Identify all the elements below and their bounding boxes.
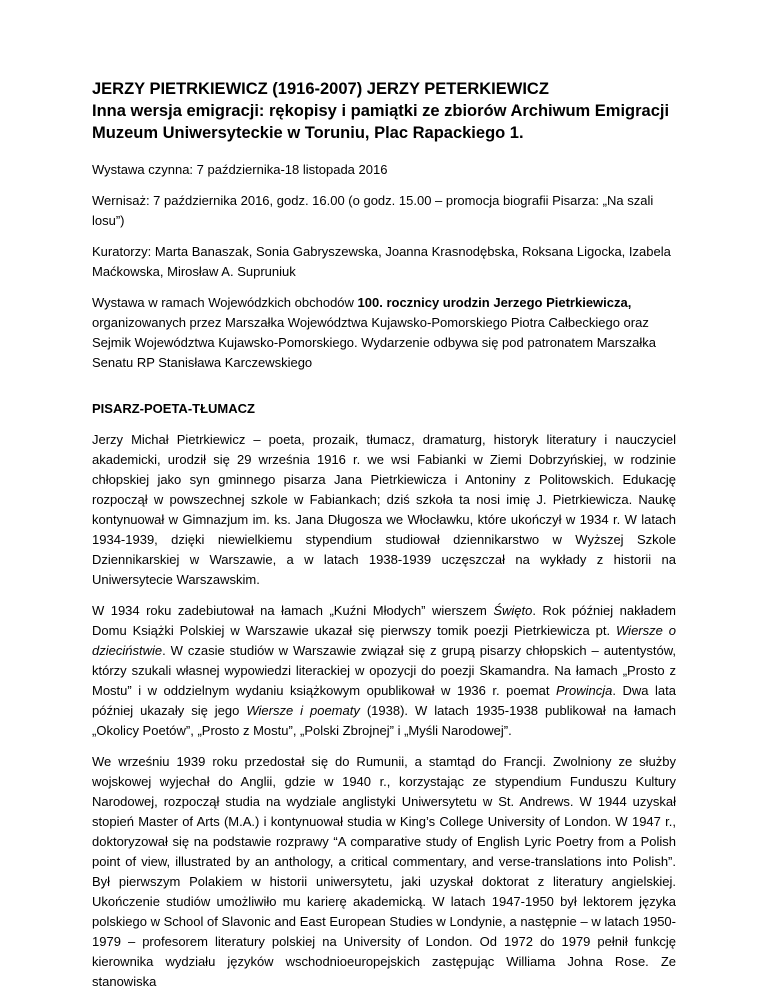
p2-text-3: . W czasie studiów w Warszawie związał się z grupą pisarzy chłopskich – autentystów, którzy szukali własnej wypowiedzi literackiej w opozycji do poezji Skamandra. Na łamach „Prosto z Mostu” i w oddzielnym wydaniu książkowym opublikował w 1936 r. poemat xyxy=(92,643,676,698)
biography-paragraph-1: Jerzy Michał Pietrkiewicz – poeta, prozaik, tłumacz, dramaturg, historyk literatury i nauczyciel akademicki, urodził się 29 września 1916 r. we wsi Fabianki w Ziemi Dobrzyńskiej, w rodzinie chłopskiej jako syn gminnego pisarza Jana Pietrkiewicza i Antoniny z Politowskich. Edukację rozpoczął w powszechnej szkole w Fabiankach; dziś szkoła ta nosi imię J. Pietrkiewicza. Naukę kontynuował w Gimnazjum im. ks. Jana Długosza we Włocławku, które ukończył w 1934 r. W latach 1934-1939, dzięki niewielkiemu stypendium studiował dziennikarstwo w Wyższej Szkole Dziennikarskiej w Warszawie, a w latach 1938-1939 uczęszczał na wykłady z historii na Uniwersytecie Warszawskim. xyxy=(92,432,676,587)
p2-title-swieto: Święto xyxy=(493,603,533,618)
p2-title-wiersze-i-poematy: Wiersze i poematy xyxy=(246,703,360,718)
p2-text-2: . Rok później nakładem Domu Książki Polskiej w Warszawie ukazał się pierwszy tomik poezji Pietrkiewicza pt. xyxy=(92,603,677,638)
p2-title-wiersze-o-dziecinstwie: Wiersze o dzieciństwie xyxy=(92,623,676,658)
biography-paragraph-3: We wrześniu 1939 roku przedostał się do Rumunii, a stamtąd do Francji. Zwolniony ze służby wojskowej wyjechał do Anglii, gdzie w 1940 r., korzystając ze stypendium Funduszu Kultury Narodowej, rozpoczął studia na wydziale anglistyki Uniwersytetu w St. Andrews. W 1944 uzyskał stopień Master of Arts (M.A.) i kontynuował studia w King’s College University of London. W 1947 r., doktoryzował się na podstawie rozprawy “A comparative study of English Lyric Poetry from a Polish point of view, illustrated by an anthology, a critical commentary, and verse-translations into Polish”. Był pierwszym Polakiem w historii uniwersytetu, jaki uzyskał doktorat z literatury angielskiej. Ukończenie studiów umożliwiło mu karierę akademicką. W latach 1947-1950 był lektorem języka polskiego w School of Slavonic and East European Studies w Londynie, a następnie – w latach 1950-1979 – profesorem literatury polskiej na University of London. Od 1972 do 1979 pełnił funkcję kierownika wydziału języków wschodnioeuropejskich zastępując Williama Johna Rose. Ze stanowiska xyxy=(92,754,676,989)
celebration-text-before: Wystawa w ramach Wojewódzkich obchodów xyxy=(92,295,358,310)
p2-text-4: . Dwa lata później ukazały się jego xyxy=(92,683,676,718)
biography-paragraph-2 xyxy=(92,601,676,741)
p2-title-prowincja: Prowincja xyxy=(556,683,613,698)
title-line-1: JERZY PIETRKIEWICZ (1916-2007) JERZY PETERKIEWICZ xyxy=(92,80,549,98)
document-title xyxy=(92,78,676,144)
celebration-note xyxy=(92,293,676,373)
p2-text-1: W 1934 roku zadebiutował na łamach „Kuźni Młodych” wierszem xyxy=(92,603,494,618)
celebration-anniversary: 100. rocznicy urodzin Jerzego Pietrkiewicza, xyxy=(357,295,632,310)
p2-text-5: (1938). W latach 1935-1938 publikował na łamach „Okolicy Poetów”, „Prosto z Mostu”, „Polski Zbrojnej” i „Myśli Narodowej”. xyxy=(92,703,677,738)
title-line-3: Muzeum Uniwersyteckie w Toruniu, Plac Rapackiego 1. xyxy=(92,124,524,142)
exhibition-dates: Wystawa czynna: 7 października-18 listopada 2016 xyxy=(92,162,388,177)
curators-list: Kuratorzy: Marta Banaszak, Sonia Gabryszewska, Joanna Krasnodębska, Roksana Ligocka, Izabela Maćkowska, Mirosław A. Supruniuk xyxy=(92,244,671,279)
section-heading: PISARZ-POETA-TŁUMACZ xyxy=(92,401,255,416)
title-line-2: Inna wersja emigracji: rękopisy i pamiątki ze zbiorów Archiwum Emigracji xyxy=(92,102,670,120)
vernissage-info: Wernisaż: 7 października 2016, godz. 16.00 (o godz. 15.00 – promocja biografii Pisarza: „Na szali losu”) xyxy=(92,193,654,228)
celebration-text-after: organizowanych przez Marszałka Województwa Kujawsko-Pomorskiego Piotra Całbeckiego oraz Sejmik Województwa Kujawsko-Pomorskiego. Wydarzenie odbywa się pod patronatem Marszałka Senatu RP Stanisława Karczewskiego xyxy=(92,315,656,370)
